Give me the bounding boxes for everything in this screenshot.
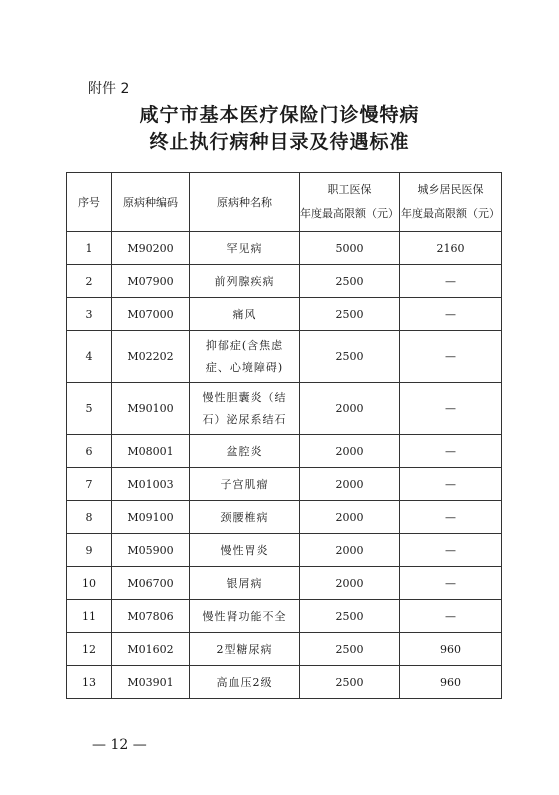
cell-code: M02202: [112, 331, 190, 383]
cell-no: 2: [67, 265, 112, 298]
cell-employee: 2000: [300, 501, 400, 534]
cell-resident: —: [400, 331, 502, 383]
cell-resident: —: [400, 600, 502, 633]
header-employee-line-2: 年度最高限额（元）: [300, 207, 399, 220]
cell-no: 1: [67, 232, 112, 265]
cell-name: 慢性肾功能不全: [190, 600, 300, 633]
cell-code: M06700: [112, 567, 190, 600]
cell-name: 抑郁症(含焦虑症、心境障碍): [190, 331, 300, 383]
disease-list-table: [66, 172, 502, 699]
cell-employee: 2500: [300, 600, 400, 633]
cell-code: M09100: [112, 501, 190, 534]
table-row: [67, 567, 502, 600]
cell-name: 颈腰椎病: [190, 501, 300, 534]
header-resident-insurance: [400, 173, 502, 232]
table-row: [67, 265, 502, 298]
header-name: 原病种名称: [190, 173, 300, 232]
cell-employee: 2000: [300, 435, 400, 468]
cell-code: M90100: [112, 383, 190, 435]
cell-name: 2型糖尿病: [190, 633, 300, 666]
cell-code: M08001: [112, 435, 190, 468]
document-title-line-1: 咸宁市基本医疗保险门诊慢特病: [139, 104, 420, 126]
table-row: [67, 232, 502, 265]
cell-employee: 2500: [300, 298, 400, 331]
cell-code: M03901: [112, 666, 190, 699]
cell-no: 13: [67, 666, 112, 699]
cell-name: 银屑病: [190, 567, 300, 600]
cell-employee: 2500: [300, 265, 400, 298]
cell-resident: 2160: [400, 232, 502, 265]
cell-name: 子宫肌瘤: [190, 468, 300, 501]
cell-name: 罕见病: [190, 232, 300, 265]
header-employee-line-1: 职工医保: [327, 183, 372, 196]
cell-code: M01003: [112, 468, 190, 501]
table-row: [67, 666, 502, 699]
attachment-label: 附件 2: [88, 81, 130, 97]
table-row: [67, 383, 502, 435]
cell-no: 10: [67, 567, 112, 600]
table-row: [67, 435, 502, 468]
cell-no: 7: [67, 468, 112, 501]
cell-resident: —: [400, 298, 502, 331]
table-row: [67, 534, 502, 567]
cell-no: 3: [67, 298, 112, 331]
table-header-row: [67, 173, 502, 232]
cell-resident: 960: [400, 633, 502, 666]
cell-name: 慢性胆囊炎（结石）泌尿系结石: [190, 383, 300, 435]
table-row: [67, 468, 502, 501]
table-row: [67, 633, 502, 666]
cell-name: 痛风: [190, 298, 300, 331]
page-number: — 12 —: [92, 737, 147, 753]
cell-name: 盆腔炎: [190, 435, 300, 468]
cell-employee: 2000: [300, 567, 400, 600]
cell-no: 8: [67, 501, 112, 534]
cell-employee: 2500: [300, 633, 400, 666]
cell-no: 11: [67, 600, 112, 633]
cell-employee: 2000: [300, 534, 400, 567]
table-row: [67, 501, 502, 534]
header-code: 原病种编码: [112, 173, 190, 232]
table-row: [67, 298, 502, 331]
header-resident-line-2: 年度最高限额（元）: [401, 207, 500, 220]
cell-no: 4: [67, 331, 112, 383]
cell-name: 高血压2级: [190, 666, 300, 699]
header-resident-line-1: 城乡居民医保: [417, 183, 484, 196]
cell-no: 9: [67, 534, 112, 567]
cell-code: M07900: [112, 265, 190, 298]
header-employee-insurance: [300, 173, 400, 232]
cell-employee: 2000: [300, 468, 400, 501]
cell-employee: 2500: [300, 666, 400, 699]
cell-employee: 2000: [300, 383, 400, 435]
cell-code: M90200: [112, 232, 190, 265]
cell-code: M07806: [112, 600, 190, 633]
cell-resident: —: [400, 468, 502, 501]
cell-name: 前列腺疾病: [190, 265, 300, 298]
cell-resident: —: [400, 435, 502, 468]
cell-no: 5: [67, 383, 112, 435]
cell-resident: —: [400, 265, 502, 298]
table-row: [67, 331, 502, 383]
header-no: 序号: [67, 173, 112, 232]
cell-name: 慢性胃炎: [190, 534, 300, 567]
cell-no: 12: [67, 633, 112, 666]
cell-resident: —: [400, 567, 502, 600]
cell-code: M05900: [112, 534, 190, 567]
table-row: [67, 600, 502, 633]
cell-code: M07000: [112, 298, 190, 331]
cell-code: M01602: [112, 633, 190, 666]
cell-resident: 960: [400, 666, 502, 699]
cell-employee: 5000: [300, 232, 400, 265]
cell-resident: —: [400, 383, 502, 435]
cell-resident: —: [400, 501, 502, 534]
cell-employee: 2500: [300, 331, 400, 383]
cell-resident: —: [400, 534, 502, 567]
document-title-line-2: 终止执行病种目录及待遇标准: [149, 131, 410, 153]
cell-no: 6: [67, 435, 112, 468]
